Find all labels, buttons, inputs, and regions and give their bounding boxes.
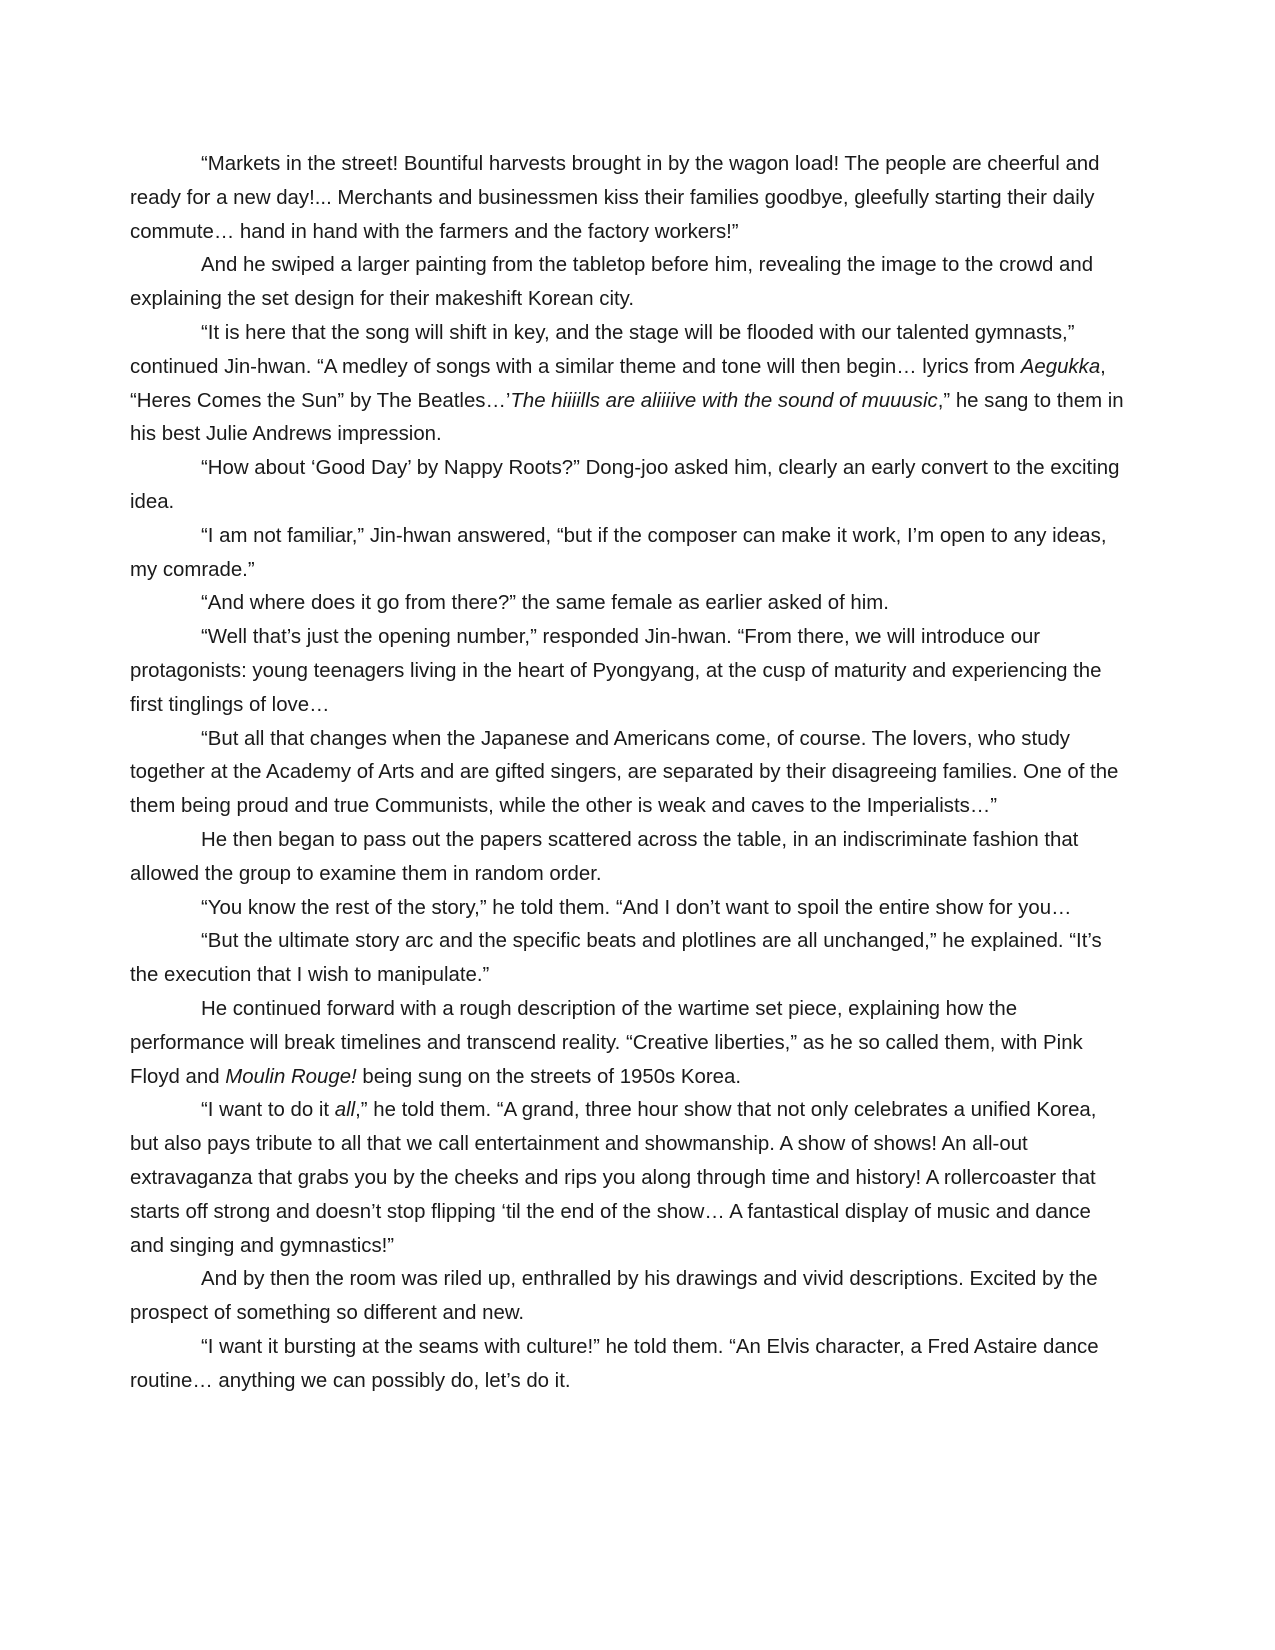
text-run: “But the ultimate story arc and the specific beats and plotlines are all unchanged,” he explained. “It’s the execution that I wish to manipulate.” [130, 930, 1102, 987]
body-text [130, 148, 1130, 1398]
text-run: “Well that’s just the opening number,” responded Jin-hwan. “From there, we will introduce our protagonists: young teenagers living in the heart of Pyongyang, at the cusp of maturity and experiencing the first tinglings of love… [130, 626, 1102, 716]
paragraph [130, 824, 1130, 892]
italic-text: all [334, 1099, 356, 1122]
italic-text: Moulin Rouge! [225, 1065, 357, 1088]
paragraph [130, 520, 1130, 588]
text-run: “I am not familiar,” Jin-hwan answered, “but if the composer can make it work, I’m open to any ideas, my comrade.” [130, 524, 1107, 581]
paragraph [130, 892, 1130, 926]
text-run: being sung on the streets of 1950s Korea. [356, 1065, 741, 1088]
text-run: “You know the rest of the story,” he told them. “And I don’t want to spoil the entire show for you… [201, 896, 1072, 919]
text-run: He then began to pass out the papers scattered across the table, in an indiscriminate fashion that allowed the group to examine them in random order. [130, 828, 1079, 885]
text-run: And by then the room was riled up, enthralled by his drawings and vivid descriptions. Excited by the prospect of something so different and new. [130, 1268, 1098, 1325]
paragraph [130, 925, 1130, 993]
text-run: ,” he told them. “A grand, three hour show that not only celebrates a unified Korea, but also pays tribute to all that we call entertainment and showmanship. A show of shows! An all-out extravaganza that grabs you by the cheeks and rips you along through time and history! A rollercoaster that starts off strong and doesn’t stop flipping ‘til the end of the show… A fantastical display of music and dance and singing and gymnastics!” [130, 1099, 1097, 1257]
italic-text: The hiiiills are aliiiive with the sound of muuusic [510, 389, 938, 412]
text-run: “But all that changes when the Japanese and Americans come, of course. The lovers, who study together at the Academy of Arts and are gifted singers, are separated by their disagreeing families. One of the them being proud and true Communists, while the other is weak and caves to the Imperialists…” [130, 727, 1119, 818]
paragraph [130, 148, 1130, 249]
paragraph [130, 587, 1130, 621]
paragraph [130, 1331, 1130, 1399]
text-run: “I want to do it [201, 1099, 335, 1122]
text-run: And he swiped a larger painting from the tabletop before him, revealing the image to the crowd and explaining the set design for their makeshift Korean city. [130, 254, 1094, 311]
paragraph [130, 317, 1130, 452]
text-run: “I want it bursting at the seams with culture!” he told them. “An Elvis character, a Fred Astaire dance routine… anything we can possibly do, let’s do it. [130, 1335, 1099, 1392]
paragraph [130, 249, 1130, 317]
paragraph [130, 621, 1130, 722]
text-run: “Markets in the street! Bountiful harvests brought in by the wagon load! The people are cheerful and ready for a new day!... Merchants and businessmen kiss their families goodbye, gleefully starting their daily commute… hand in hand with the farmers and the factory workers!” [130, 153, 1100, 243]
paragraph [130, 723, 1130, 824]
text-run: “And where does it go from there?” the same female as earlier asked of him. [201, 592, 889, 615]
text-run: ,” he sang to them in his best Julie Andrews impression. [130, 389, 1124, 446]
paragraph [130, 1263, 1130, 1331]
paragraph [130, 1094, 1130, 1263]
text-run: “How about ‘Good Day’ by Nappy Roots?” Dong-joo asked him, clearly an early convert to the exciting idea. [130, 457, 1120, 513]
text-run: , “Heres Comes the Sun” by The Beatles…’ [130, 355, 1106, 412]
text-run: He continued forward with a rough description of the wartime set piece, explaining how the performance will break timelines and transcend reality. “Creative liberties,” as he so called them, with Pink Floyd and [130, 997, 1083, 1088]
paragraph [130, 452, 1130, 520]
paragraph [130, 993, 1130, 1094]
italic-text: Aegukka [1020, 355, 1101, 378]
text-run: “It is here that the song will shift in key, and the stage will be flooded with our talented gymnasts,” continued Jin-hwan. “A medley of songs with a similar theme and tone will then begin… lyrics from [130, 321, 1075, 378]
